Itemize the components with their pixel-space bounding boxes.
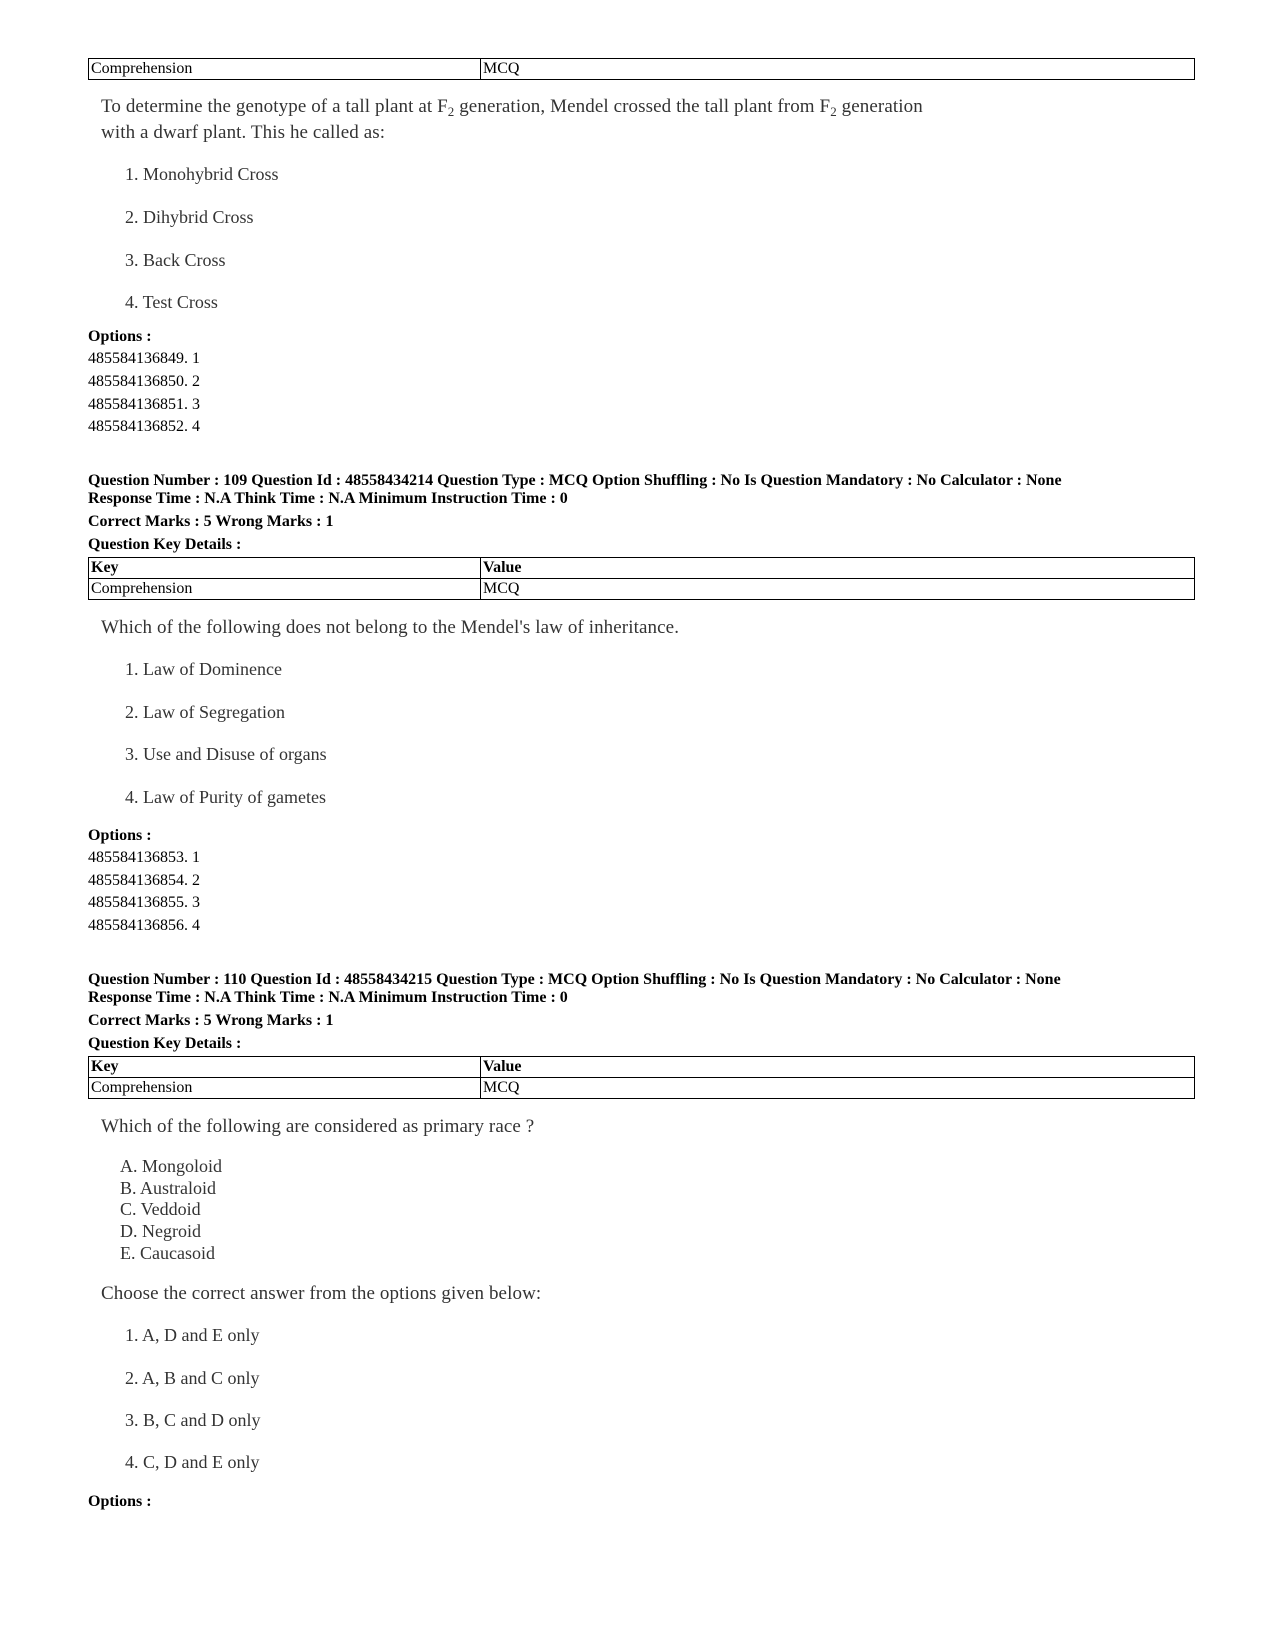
- option-id: 485584136851. 3: [88, 396, 200, 413]
- value-header: Value: [481, 558, 1195, 579]
- options-label: Options :: [88, 1493, 152, 1510]
- answer-choice: 4. C, D and E only: [125, 1452, 260, 1472]
- key-table-header-row: [89, 1057, 1195, 1078]
- option-id: 485584136849. 1: [88, 350, 200, 367]
- answer-choice: 3. B, C and D only: [125, 1410, 261, 1430]
- question-meta-line-1: Question Number : 109 Question Id : 48558434214 Question Type : MCQ Option Shuffling : No Is Question Mandatory : No Calculator : None: [88, 472, 1062, 489]
- value-cell: MCQ: [481, 59, 1195, 80]
- marks-line: Correct Marks : 5 Wrong Marks : 1: [88, 513, 334, 530]
- value-header: Value: [481, 1057, 1195, 1078]
- value-cell: MCQ: [481, 1078, 1195, 1099]
- key-cell: Comprehension: [89, 59, 481, 80]
- key-cell: Comprehension: [89, 1078, 481, 1099]
- question-stem-line-1: To determine the genotype of a tall plant at $F_2$ generation, Mendel crossed the tall plant from $F_2$ generation: [101, 96, 923, 119]
- question-meta-line-1: Question Number : 110 Question Id : 48558434215 Question Type : MCQ Option Shuffling : No Is Question Mandatory : No Calculator : None: [88, 971, 1061, 988]
- question-meta-line-2: Response Time : N.A Think Time : N.A Minimum Instruction Time : 0: [88, 989, 568, 1006]
- question-stem: Which of the following are considered as primary race ?: [101, 1116, 535, 1137]
- answer-choice: 2. Dihybrid Cross: [125, 207, 254, 227]
- answer-choice: 4. Law of Purity of gametes: [125, 787, 326, 807]
- answer-choice: 1. Law of Dominence: [125, 659, 282, 679]
- statement-item: D. Negroid: [120, 1221, 201, 1241]
- option-id: 485584136850. 2: [88, 373, 200, 390]
- question-key-table: [88, 1056, 1195, 1099]
- answer-choice: 3. Back Cross: [125, 250, 226, 270]
- key-details-label: Question Key Details :: [88, 1035, 242, 1052]
- options-label: Options :: [88, 827, 152, 844]
- question-key-table: [88, 58, 1195, 80]
- value-cell: MCQ: [481, 579, 1195, 600]
- statement-item: C. Veddoid: [120, 1199, 201, 1219]
- option-id: 485584136853. 1: [88, 849, 200, 866]
- key-table-header-row: [89, 558, 1195, 579]
- answer-choice: 4. Test Cross: [125, 292, 218, 312]
- statement-item: B. Australoid: [120, 1178, 217, 1198]
- question-meta-line-2: Response Time : N.A Think Time : N.A Minimum Instruction Time : 0: [88, 490, 568, 507]
- answer-choice: 2. A, B and C only: [125, 1368, 260, 1388]
- question-stem: Which of the following does not belong to the Mendel's law of inheritance.: [101, 617, 680, 638]
- marks-line: Correct Marks : 5 Wrong Marks : 1: [88, 1012, 334, 1029]
- statement-item: E. Caucasoid: [120, 1243, 215, 1263]
- answer-instruction: Choose the correct answer from the options given below:: [101, 1283, 542, 1304]
- options-label: Options :: [88, 328, 152, 345]
- option-id: 485584136854. 2: [88, 872, 200, 889]
- key-table-row: [89, 1078, 1195, 1099]
- key-table-row: [89, 579, 1195, 600]
- option-id: 485584136855. 3: [88, 894, 200, 911]
- key-details-label: Question Key Details :: [88, 536, 242, 553]
- key-header: Key: [89, 558, 481, 579]
- question-key-table: [88, 557, 1195, 600]
- question-stem-line-2: with a dwarf plant. This he called as:: [101, 122, 386, 143]
- answer-choice: 1. A, D and E only: [125, 1325, 260, 1345]
- answer-choice: 2. Law of Segregation: [125, 702, 285, 722]
- key-table-row: [89, 59, 1195, 80]
- statement-item: A. Mongoloid: [120, 1156, 223, 1176]
- answer-choice: 1. Monohybrid Cross: [125, 164, 279, 184]
- option-id: 485584136852. 4: [88, 418, 200, 435]
- answer-choice: 3. Use and Disuse of organs: [125, 744, 327, 764]
- key-header: Key: [89, 1057, 481, 1078]
- key-cell: Comprehension: [89, 579, 481, 600]
- option-id: 485584136856. 4: [88, 917, 200, 934]
